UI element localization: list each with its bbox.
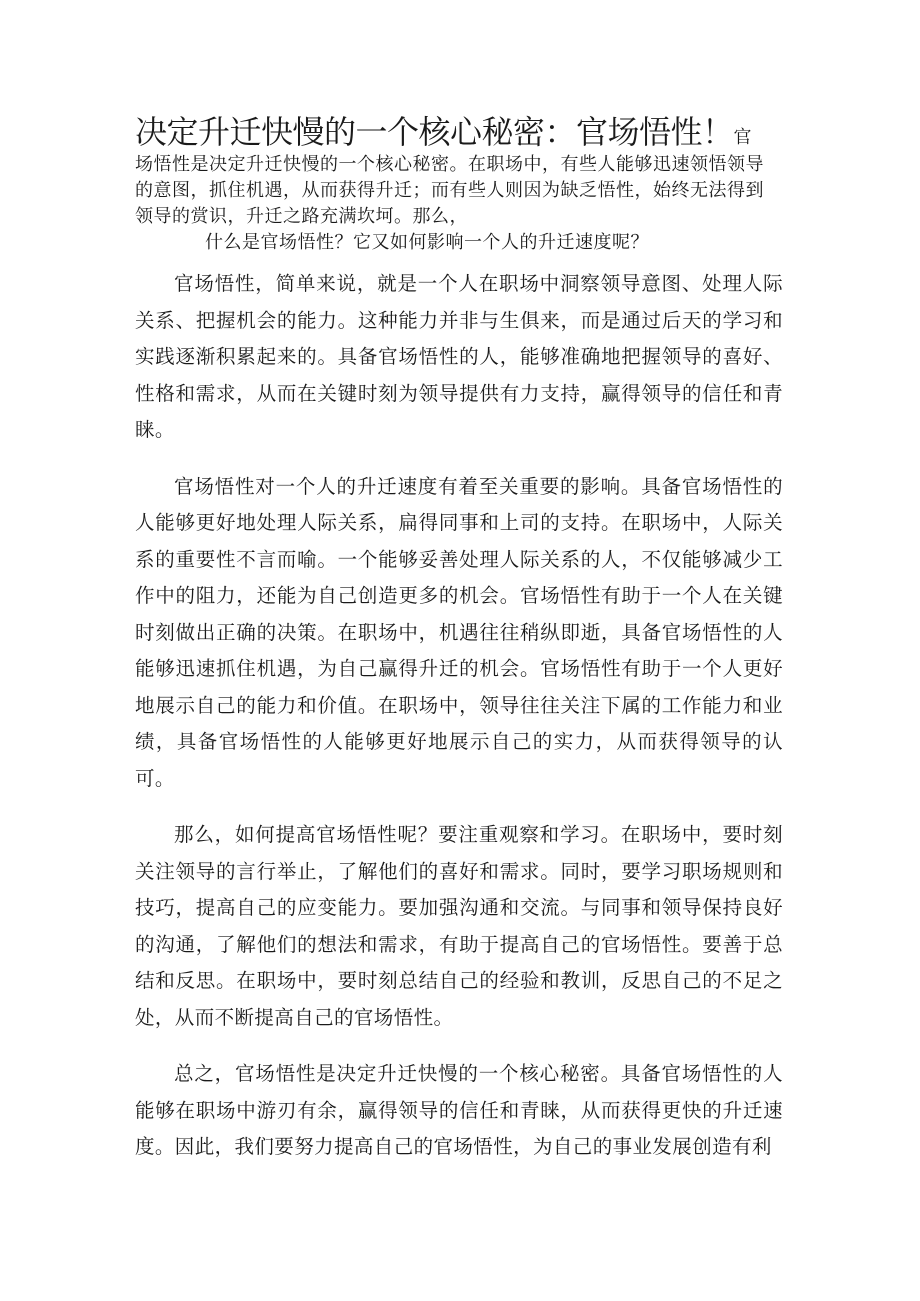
paragraph-improvement: 那么，如何提高官场悟性呢？要注重观察和学习。在职场中，要时刻关注领导的言行举止，了解他们的喜好和需求。同时，要学习职场规则和技巧，提高自己的应变能力。要加强沟通和交流。与同事和领导保持良好的沟通，了解他们的想法和需求，有助于提高自己的官场悟性。要善于总结和反思。在职场中，要时刻总结自己的经验和教训，反思自己的不足之处，从而不断提高自己的官场悟性。 xyxy=(135,823,783,1029)
article-body xyxy=(135,266,783,1186)
article-intro: 官场悟性是决定升迁快慢的一个核心秘密。在职场中，有些人能够迅速领悟领导的意图，抓住机遇，从而获得升迁；而有些人则因为缺乏悟性，始终无法得到领导的赏识，升迁之路充满坎坷。那么， xyxy=(135,127,764,227)
article-title: 决定升迁快慢的一个核心秘密：官场悟性！ xyxy=(135,113,734,151)
article-question: 什么是官场悟性？它又如何影响一个人的升迁速度呢？ xyxy=(205,232,649,253)
paragraph-conclusion: 总之，官场悟性是决定升迁快慢的一个核心秘密。具备官场悟性的人能够在职场中游刃有余，赢得领导的信任和青睐，从而获得更快的升迁速度。因此，我们要努力提高自己的官场悟性，为自己的事业发展创造有利 xyxy=(135,1062,783,1158)
title-block xyxy=(135,112,765,256)
paragraph-impact: 官场悟性对一个人的升迁速度有着至关重要的影响。具备官场悟性的人能够更好地处理人际关系，扁得同事和上司的支持。在职场中，人际关系的重要性不言而喻。一个能够妥善处理人际关系的人，不仅能够减少工作中的阻力，还能为自己创造更多的机会。官场悟性有助于一个人在关键时刻做出正确的决策。在职场中，机遇往往稍纵即逝，具备官场悟性的人能够迅速抓住机遇，为自己赢得升迁的机会。官场悟性有助于一个人更好地展示自己的能力和价值。在职场中，领导往往关注下属的工作能力和业绩，具备官场悟性的人能够更好地展示自己的实力，从而获得领导的认可。 xyxy=(135,474,783,790)
paragraph-definition: 官场悟性，简单来说，就是一个人在职场中洞察领导意图、处理人际关系、把握机会的能力。这种能力并非与生俱来，而是通过后天的学习和实践逐渐积累起来的。具备官场悟性的人，能够准确地把握领导的喜好、性格和需求，从而在关键时刻为领导提供有力支持，赢得领导的信任和青睐。 xyxy=(135,272,783,441)
